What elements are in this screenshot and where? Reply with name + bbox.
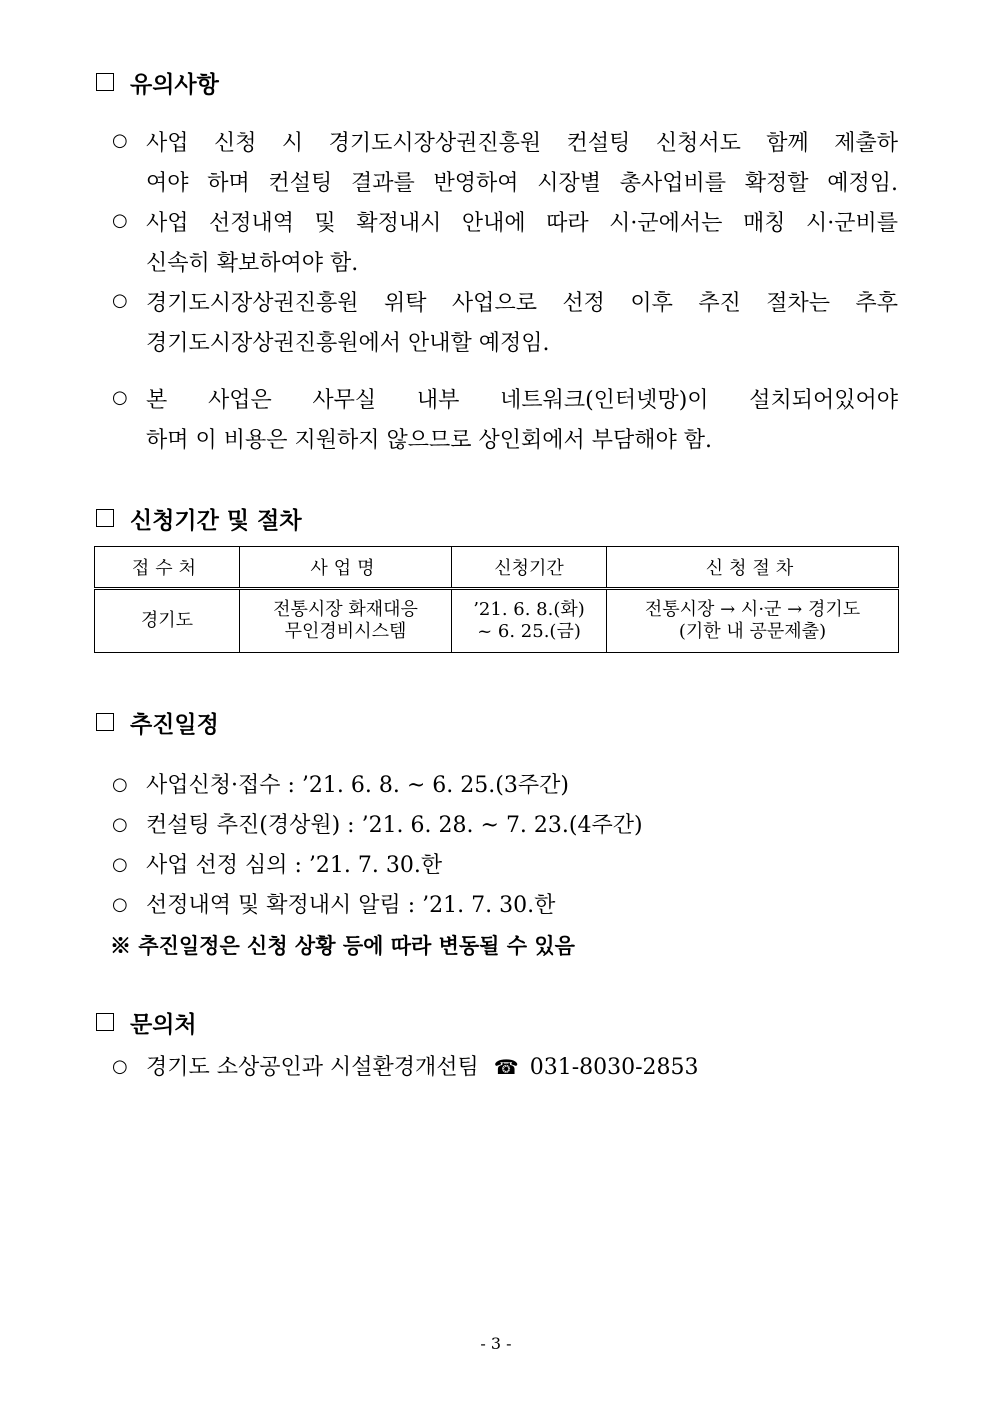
cell-procedure [607,589,899,653]
section-title: 문의처 [130,1010,197,1038]
contact-line [146,1050,898,1081]
notes-line-7: 본 사업은 사무실 내부 네트워크(인터넷망)이 설치되어있어야 [146,388,898,413]
bullet-icon: ○ [112,854,128,875]
checkbox-square-icon [96,1013,114,1031]
bullet-icon: ○ [112,774,128,795]
cell-project [240,589,452,653]
table-header-row [95,547,899,589]
schedule-item: 컨설팅 추진(경상원) : ’21. 6. 28. ~ 7. 23.(4주간) [146,813,643,838]
section-title: 신청기간 및 절차 [130,506,302,534]
header-project: 사업명 [240,547,452,589]
notes-line-3: 사업 선정내역 및 확정내시 안내에 따라 시·군에서는 매칭 시·군비를 [146,211,898,236]
notes-line-2: 여야 하며 컨설팅 결과를 반영하여 시장별 총사업비를 확정할 예정임. [146,171,898,196]
table-row [95,589,899,653]
notes-line-4: 신속히 확보하여야 함. [146,251,359,276]
notes-line-8: 하며 이 비용은 지원하지 않으므로 상인회에서 부담해야 함. [146,428,712,453]
bullet-icon: ○ [112,290,128,311]
schedule-item: 사업 선정 심의 : ’21. 7. 30.한 [146,853,443,878]
notes-line-6: 경기도시장상권진흥원에서 안내할 예정임. [146,331,550,356]
cell-period-line-2: ~ 6. 25.(금) [477,621,581,642]
section-heading-apply [96,502,302,534]
header-period: 신청기간 [452,547,607,589]
schedule-note: ※ 추진일정은 신청 상황 등에 따라 변동될 수 있음 [110,933,575,958]
cell-procedure-line-1: 전통시장 → 시·군 → 경기도 [644,599,861,620]
section-heading-contact [96,1006,197,1038]
bullet-icon: ○ [112,210,128,231]
schedule-item: 선정내역 및 확정내시 알림 : ’21. 7. 30.한 [146,893,556,918]
application-table [94,546,899,653]
section-heading-notes [96,66,219,98]
bullet-icon: ○ [112,894,128,915]
cell-receiver: 경기도 [95,589,240,653]
checkbox-square-icon [96,713,114,731]
bullet-icon: ○ [112,814,128,835]
cell-period-line-1: ’21. 6. 8.(화) [473,599,585,620]
cell-procedure-line-2: (기한 내 공문제출) [678,621,827,642]
section-title: 유의사항 [130,70,219,98]
section-heading-schedule [96,706,219,738]
notes-line-5: 경기도시장상권진흥원 위탁 사업으로 선정 이후 추진 절차는 추후 [146,291,898,316]
cell-project-line-1: 전통시장 화재대응 [273,599,418,620]
header-procedure: 신청절차 [607,547,899,589]
notes-line-1: 사업 신청 시 경기도시장상권진흥원 컨설팅 신청서도 함께 제출하 [146,131,898,156]
phone-icon: ☎ [493,1055,519,1079]
checkbox-square-icon [96,73,114,91]
checkbox-square-icon [96,509,114,527]
bullet-icon: ○ [112,387,128,408]
page-number: - 3 - [480,1334,512,1353]
contact-org: 경기도 소상공인과 시설환경개선팀 [146,1055,479,1080]
header-receiver: 접수처 [95,547,240,589]
bullet-icon: ○ [112,130,128,151]
cell-project-line-2: 무인경비시스템 [284,621,407,642]
bullet-icon: ○ [112,1056,128,1077]
cell-period [452,589,607,653]
section-title: 추진일정 [130,710,219,738]
contact-phone: 031-8030-2853 [529,1055,699,1080]
schedule-item: 사업신청·접수 : ’21. 6. 8. ~ 6. 25.(3주간) [146,773,569,798]
